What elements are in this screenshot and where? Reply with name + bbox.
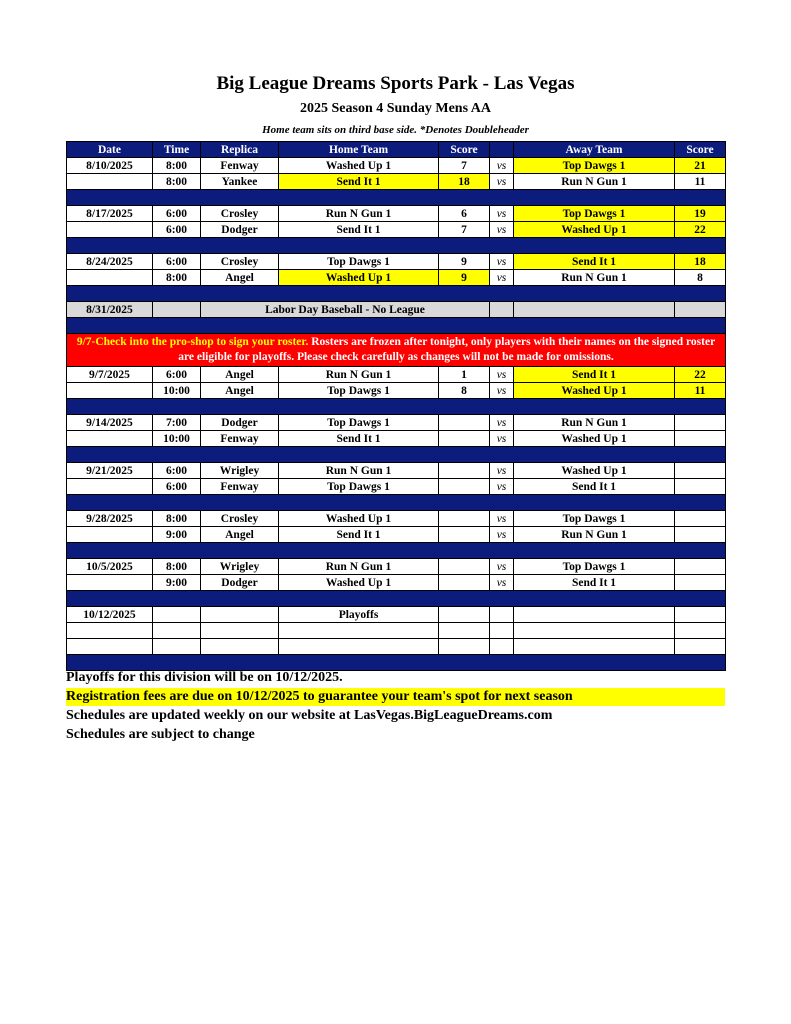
table-header-row bbox=[67, 142, 726, 158]
game-date bbox=[67, 527, 153, 543]
vs-label: vs bbox=[490, 415, 514, 431]
roster-notice-text: Rosters are frozen after tonight, only players with their names on the signed roster are eligible for playoffs. Please check carefully as changes will not be made for omissions. bbox=[178, 336, 716, 363]
page-title: Big League Dreams Sports Park - Las Vegas bbox=[216, 73, 575, 94]
game-row bbox=[67, 527, 726, 543]
away-team: Top Dawgs 1 bbox=[514, 158, 675, 174]
game-row bbox=[67, 463, 726, 479]
vs-label bbox=[490, 607, 514, 623]
game-time: 9:00 bbox=[153, 527, 201, 543]
game-time: 10:00 bbox=[153, 383, 201, 399]
game-time: 6:00 bbox=[153, 367, 201, 383]
away-team: Top Dawgs 1 bbox=[514, 206, 675, 222]
game-time: 6:00 bbox=[153, 206, 201, 222]
game-field: Yankee bbox=[201, 174, 279, 190]
game-time: 9:00 bbox=[153, 575, 201, 591]
vs-label: vs bbox=[490, 254, 514, 270]
empty-cell bbox=[490, 302, 514, 318]
away-team: Send It 1 bbox=[514, 254, 675, 270]
home-score: 1 bbox=[439, 367, 490, 383]
away-score: 8 bbox=[675, 270, 726, 286]
away-score bbox=[675, 479, 726, 495]
separator-cell bbox=[67, 543, 726, 559]
home-team: Send It 1 bbox=[279, 431, 439, 447]
home-team: Washed Up 1 bbox=[279, 511, 439, 527]
away-score bbox=[675, 463, 726, 479]
game-time: 8:00 bbox=[153, 174, 201, 190]
separator-cell bbox=[67, 447, 726, 463]
game-field: Angel bbox=[201, 383, 279, 399]
col-header-away-score: Score bbox=[675, 142, 726, 158]
away-score bbox=[675, 559, 726, 575]
footer-registration-note: Registration fees are due on 10/12/2025 to guarantee your team's spot for next season bbox=[66, 688, 725, 706]
home-score: 18 bbox=[439, 174, 490, 190]
vs-label: vs bbox=[490, 206, 514, 222]
home-team: Top Dawgs 1 bbox=[279, 479, 439, 495]
game-date: 9/14/2025 bbox=[67, 415, 153, 431]
away-score: 21 bbox=[675, 158, 726, 174]
game-date: 9/21/2025 bbox=[67, 463, 153, 479]
away-score: 19 bbox=[675, 206, 726, 222]
away-team: Send It 1 bbox=[514, 575, 675, 591]
game-field: Angel bbox=[201, 527, 279, 543]
vs-label: vs bbox=[490, 463, 514, 479]
home-score bbox=[439, 639, 490, 655]
separator-row bbox=[67, 495, 726, 511]
schedule-table bbox=[66, 141, 726, 671]
home-score bbox=[439, 607, 490, 623]
away-team: Top Dawgs 1 bbox=[514, 511, 675, 527]
game-row bbox=[67, 270, 726, 286]
game-row bbox=[67, 415, 726, 431]
vs-label: vs bbox=[490, 511, 514, 527]
away-team: Washed Up 1 bbox=[514, 431, 675, 447]
away-score bbox=[675, 511, 726, 527]
home-team: Playoffs bbox=[279, 607, 439, 623]
separator-row bbox=[67, 543, 726, 559]
game-time bbox=[153, 607, 201, 623]
game-field: Fenway bbox=[201, 158, 279, 174]
game-row bbox=[67, 174, 726, 190]
game-time: 6:00 bbox=[153, 463, 201, 479]
footer-playoffs-note: Playoffs for this division will be on 10/12/2025. bbox=[66, 670, 343, 685]
away-score bbox=[675, 431, 726, 447]
roster-notice-row bbox=[67, 334, 726, 367]
vs-label: vs bbox=[490, 367, 514, 383]
game-time: 8:00 bbox=[153, 559, 201, 575]
separator-row bbox=[67, 190, 726, 206]
game-time: 8:00 bbox=[153, 158, 201, 174]
away-score bbox=[675, 607, 726, 623]
home-team: Washed Up 1 bbox=[279, 270, 439, 286]
home-score bbox=[439, 415, 490, 431]
game-date: 8/31/2025 bbox=[67, 302, 153, 318]
game-date: 8/24/2025 bbox=[67, 254, 153, 270]
home-score: 9 bbox=[439, 270, 490, 286]
vs-label: vs bbox=[490, 479, 514, 495]
game-field: Crosley bbox=[201, 511, 279, 527]
away-team: Run N Gun 1 bbox=[514, 174, 675, 190]
home-team: Run N Gun 1 bbox=[279, 559, 439, 575]
vs-label bbox=[490, 623, 514, 639]
vs-label: vs bbox=[490, 270, 514, 286]
game-row bbox=[67, 431, 726, 447]
away-score: 11 bbox=[675, 174, 726, 190]
game-time: 10:00 bbox=[153, 431, 201, 447]
away-team: Send It 1 bbox=[514, 479, 675, 495]
game-field: Wrigley bbox=[201, 559, 279, 575]
game-time: 8:00 bbox=[153, 511, 201, 527]
game-row bbox=[67, 559, 726, 575]
game-time: 6:00 bbox=[153, 222, 201, 238]
game-date bbox=[67, 479, 153, 495]
home-team: Send It 1 bbox=[279, 527, 439, 543]
home-score: 6 bbox=[439, 206, 490, 222]
separator-row bbox=[67, 286, 726, 302]
game-field: Crosley bbox=[201, 206, 279, 222]
home-team: Run N Gun 1 bbox=[279, 367, 439, 383]
away-score: 22 bbox=[675, 222, 726, 238]
separator-cell bbox=[67, 238, 726, 254]
col-header-home-score: Score bbox=[439, 142, 490, 158]
game-field bbox=[201, 623, 279, 639]
game-date bbox=[67, 270, 153, 286]
game-date bbox=[67, 639, 153, 655]
game-row bbox=[67, 511, 726, 527]
separator-row bbox=[67, 591, 726, 607]
home-team: Top Dawgs 1 bbox=[279, 254, 439, 270]
game-row bbox=[67, 254, 726, 270]
empty-cell bbox=[153, 302, 201, 318]
away-team: Top Dawgs 1 bbox=[514, 559, 675, 575]
game-field: Fenway bbox=[201, 479, 279, 495]
game-field: Angel bbox=[201, 367, 279, 383]
away-score bbox=[675, 575, 726, 591]
game-time bbox=[153, 623, 201, 639]
game-time: 6:00 bbox=[153, 479, 201, 495]
game-row bbox=[67, 222, 726, 238]
game-date bbox=[67, 383, 153, 399]
home-score: 7 bbox=[439, 158, 490, 174]
home-score: 9 bbox=[439, 254, 490, 270]
separator-row bbox=[67, 447, 726, 463]
away-score: 22 bbox=[675, 367, 726, 383]
game-time: 8:00 bbox=[153, 270, 201, 286]
away-team: Washed Up 1 bbox=[514, 222, 675, 238]
roster-notice bbox=[67, 334, 726, 367]
game-row bbox=[67, 479, 726, 495]
schedule-body bbox=[67, 158, 726, 671]
home-score bbox=[439, 431, 490, 447]
game-date: 10/12/2025 bbox=[67, 607, 153, 623]
vs-label: vs bbox=[490, 383, 514, 399]
holiday-label: Labor Day Baseball - No League bbox=[201, 302, 490, 318]
game-row bbox=[67, 623, 726, 639]
game-field: Dodger bbox=[201, 575, 279, 591]
separator-cell bbox=[67, 286, 726, 302]
game-row bbox=[67, 367, 726, 383]
home-score bbox=[439, 575, 490, 591]
vs-label bbox=[490, 639, 514, 655]
vs-label: vs bbox=[490, 174, 514, 190]
empty-cell bbox=[514, 302, 675, 318]
separator-cell bbox=[67, 495, 726, 511]
home-score: 8 bbox=[439, 383, 490, 399]
game-time: 7:00 bbox=[153, 415, 201, 431]
away-team: Run N Gun 1 bbox=[514, 527, 675, 543]
roster-notice-lead: 9/7-Check into the pro-shop to sign your roster. bbox=[76, 336, 309, 348]
game-field: Fenway bbox=[201, 431, 279, 447]
away-score bbox=[675, 527, 726, 543]
separator-row bbox=[67, 399, 726, 415]
home-team: Washed Up 1 bbox=[279, 575, 439, 591]
game-date: 9/28/2025 bbox=[67, 511, 153, 527]
game-date bbox=[67, 222, 153, 238]
home-team bbox=[279, 639, 439, 655]
home-team: Top Dawgs 1 bbox=[279, 383, 439, 399]
col-header-home-team: Home Team bbox=[279, 142, 439, 158]
game-date bbox=[67, 575, 153, 591]
vs-label: vs bbox=[490, 559, 514, 575]
home-team: Top Dawgs 1 bbox=[279, 415, 439, 431]
home-team: Washed Up 1 bbox=[279, 158, 439, 174]
separator-cell bbox=[67, 399, 726, 415]
game-field bbox=[201, 639, 279, 655]
separator-cell bbox=[67, 318, 726, 334]
game-date: 8/17/2025 bbox=[67, 206, 153, 222]
game-row bbox=[67, 206, 726, 222]
away-score bbox=[675, 623, 726, 639]
footer-website-note: Schedules are updated weekly on our website at LasVegas.BigLeagueDreams.com bbox=[66, 708, 553, 723]
away-team: Send It 1 bbox=[514, 367, 675, 383]
away-score bbox=[675, 639, 726, 655]
away-team: Run N Gun 1 bbox=[514, 270, 675, 286]
vs-label: vs bbox=[490, 575, 514, 591]
vs-label: vs bbox=[490, 527, 514, 543]
separator-row bbox=[67, 318, 726, 334]
page-subtitle: 2025 Season 4 Sunday Mens AA bbox=[300, 101, 491, 116]
col-header-time: Time bbox=[153, 142, 201, 158]
game-row bbox=[67, 575, 726, 591]
game-row bbox=[67, 383, 726, 399]
separator-row bbox=[67, 238, 726, 254]
game-date: 8/10/2025 bbox=[67, 158, 153, 174]
home-team: Send It 1 bbox=[279, 222, 439, 238]
col-header-replica: Replica bbox=[201, 142, 279, 158]
home-team: Run N Gun 1 bbox=[279, 206, 439, 222]
game-date: 10/5/2025 bbox=[67, 559, 153, 575]
away-score: 11 bbox=[675, 383, 726, 399]
game-date bbox=[67, 431, 153, 447]
home-score bbox=[439, 559, 490, 575]
game-row bbox=[67, 158, 726, 174]
home-score bbox=[439, 479, 490, 495]
home-score bbox=[439, 463, 490, 479]
home-team: Send It 1 bbox=[279, 174, 439, 190]
away-score bbox=[675, 415, 726, 431]
game-date bbox=[67, 174, 153, 190]
separator-cell bbox=[67, 190, 726, 206]
game-date: 9/7/2025 bbox=[67, 367, 153, 383]
col-header-away-team: Away Team bbox=[514, 142, 675, 158]
game-field: Crosley bbox=[201, 254, 279, 270]
holiday-row bbox=[67, 302, 726, 318]
game-date bbox=[67, 623, 153, 639]
game-time: 6:00 bbox=[153, 254, 201, 270]
away-team: Washed Up 1 bbox=[514, 463, 675, 479]
game-field bbox=[201, 607, 279, 623]
footer-change-note: Schedules are subject to change bbox=[66, 727, 255, 742]
away-score: 18 bbox=[675, 254, 726, 270]
away-team: Washed Up 1 bbox=[514, 383, 675, 399]
home-score bbox=[439, 511, 490, 527]
away-team bbox=[514, 639, 675, 655]
game-time bbox=[153, 639, 201, 655]
home-score: 7 bbox=[439, 222, 490, 238]
game-row bbox=[67, 607, 726, 623]
away-team bbox=[514, 607, 675, 623]
home-score bbox=[439, 527, 490, 543]
away-team bbox=[514, 623, 675, 639]
game-row bbox=[67, 639, 726, 655]
vs-label: vs bbox=[490, 222, 514, 238]
col-header-vs bbox=[490, 142, 514, 158]
vs-label: vs bbox=[490, 158, 514, 174]
game-field: Dodger bbox=[201, 415, 279, 431]
game-field: Angel bbox=[201, 270, 279, 286]
game-field: Wrigley bbox=[201, 463, 279, 479]
home-team: Run N Gun 1 bbox=[279, 463, 439, 479]
empty-cell bbox=[675, 302, 726, 318]
separator-cell bbox=[67, 591, 726, 607]
home-score bbox=[439, 623, 490, 639]
home-team bbox=[279, 623, 439, 639]
col-header-date: Date bbox=[67, 142, 153, 158]
vs-label: vs bbox=[490, 431, 514, 447]
schedule-note: Home team sits on third base side. *Denotes Doubleheader bbox=[262, 124, 529, 136]
away-team: Run N Gun 1 bbox=[514, 415, 675, 431]
game-field: Dodger bbox=[201, 222, 279, 238]
